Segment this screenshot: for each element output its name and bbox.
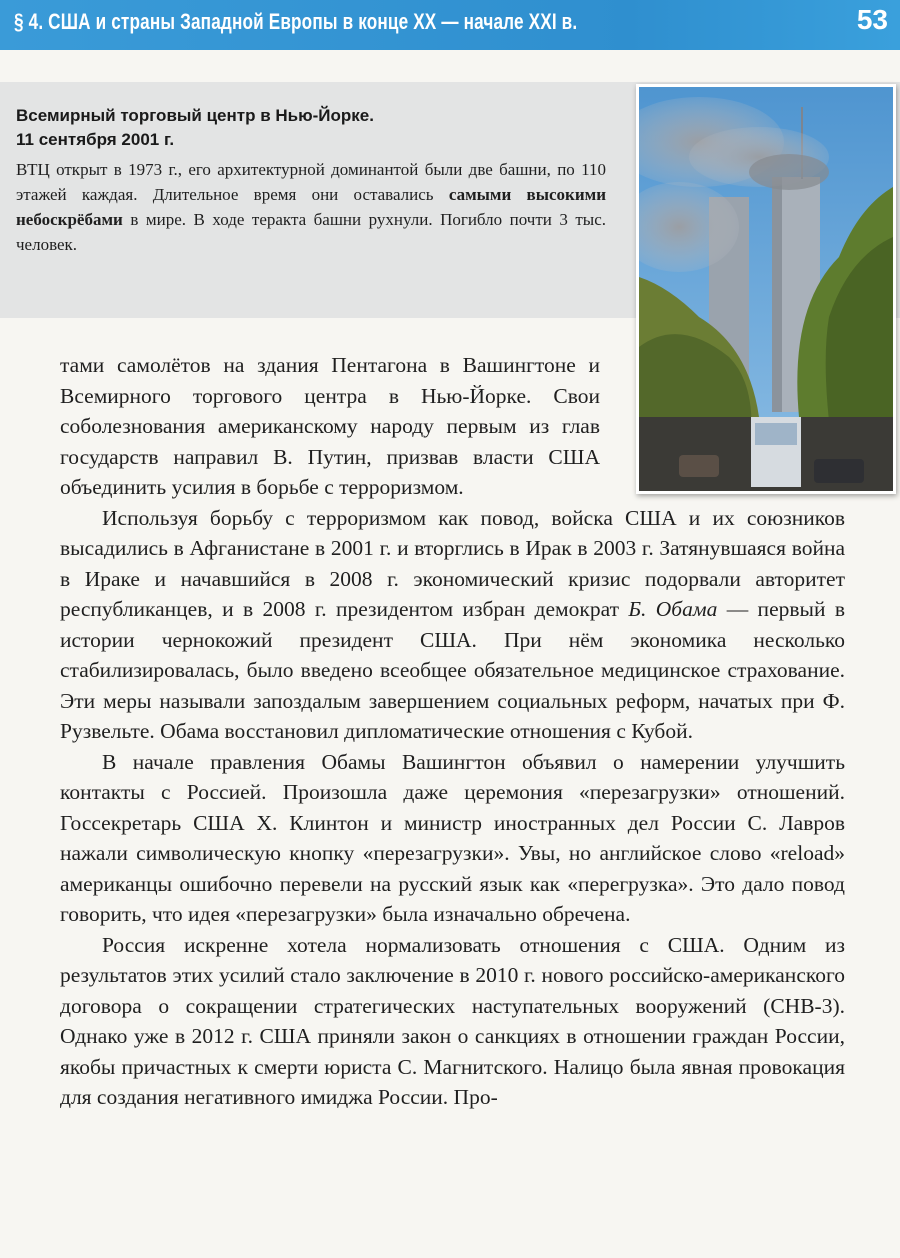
page-header: [0, 0, 900, 50]
paragraph-3: В начале правления Обамы Вашингтон объявил о намерении улучшить контакты с Россией. Произошла даже церемония «перезагрузки» отношений. Госсекретарь США Х. Клинтон и министр иностранных дел России С. Лавров нажали символическую кнопку «перезагрузки». Увы, но английское слово «reload» американцы ошибочно перевели на русский язык как «перегрузка». Это дало повод говорить, что идея «перезагрузки» была изначально обречена.: [60, 749, 845, 926]
photo-caption: [16, 104, 606, 257]
page-number: 53: [856, 4, 888, 35]
section-title: § 4. США и страны Западной Европы в конце XX — начале XXI в.: [14, 9, 578, 34]
caption-title: [16, 104, 606, 152]
caption-text: [16, 157, 606, 257]
paragraph-2-part2: — первый в истории чернокожий президент США. При нём экономика несколько стабилизировалась, было введено всеобщее обязательное медицинское страхование. Эти меры называли запоздалым завершением социальных реформ, начатых при Ф. Рузвельте. Обама восстановил дипломатические отношения с Кубой.: [60, 597, 845, 743]
paragraph-4: Россия искренне хотела нормализовать отношения с США. Одним из результатов этих усилий стало заключение в 2010 г. нового российско-американского договора о сокращении стратегических наступательных вооружений (СНВ-3). Однако уже в 2012 г. США приняли закон о санкциях в отношении граждан России, якобы причастных к смерти юриста С. Магнитского. Налицо была явная провокация для создания негативного имиджа России. Про-: [60, 932, 845, 1109]
paragraph-1: тами самолётов на здания Пентагона в Вашингтоне и Всемирного торгового центра в Нью-Йорке. Свои соболезнования американскому народу первым из глав государств направил В. Путин, призвав власти США объединить усилия в борьбе с терроризмом.: [60, 353, 600, 499]
caption-text-part2: в мире. В ходе теракта башни рухнули. Погибло почти 3 тыс. человек.: [16, 210, 606, 254]
caption-title-line1: Всемирный торговый центр в Нью-Йорке.: [16, 106, 374, 125]
main-text: [60, 350, 845, 1113]
caption-text-bold: самыми высокими небоскрёбами: [16, 185, 607, 229]
paragraph-2: [60, 503, 845, 747]
caption-title-line2: 11 сентября 2001 г.: [16, 130, 175, 149]
paragraph-2-part1: Используя борьбу с терроризмом как повод, войска США и их союзников высадились в Афганистане в 2001 г. и вторглись в Ирак в 2003 г. Затянувшаяся война в Ираке и начавшийся в 2008 г. экономический кризис подорвали авторитет республиканцев, и в 2008 г. президентом избран демократ: [60, 505, 845, 621]
caption-text-part1: ВТЦ открыт в 1973 г., его архитектурной доминантой были две башни, по 110 этажей каждая. Длительное время они оставались: [16, 160, 606, 204]
obama-name: Б. Обама: [628, 597, 718, 621]
